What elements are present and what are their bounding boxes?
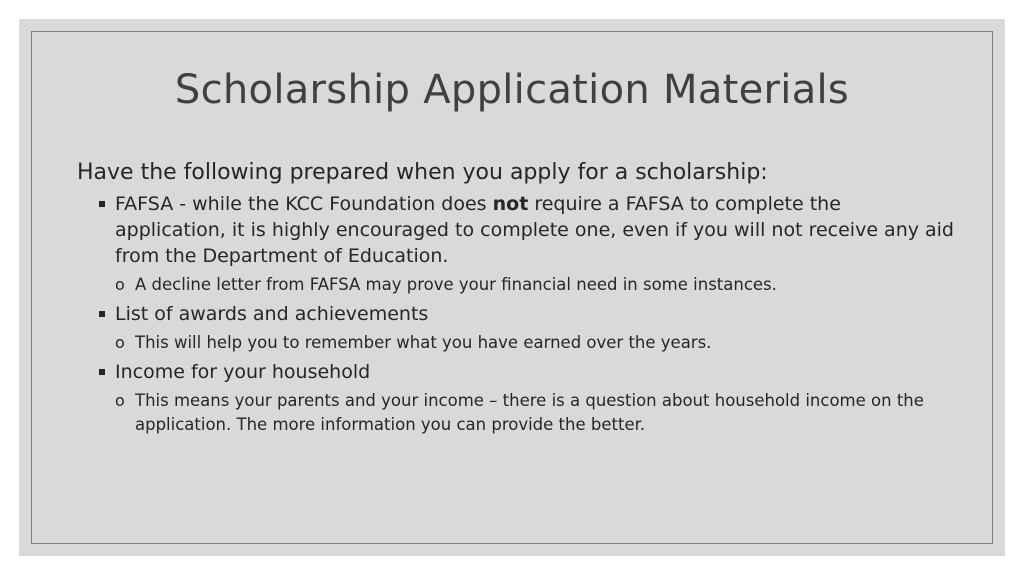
circle-bullet-icon: o (115, 275, 125, 294)
sub-list-item (115, 331, 957, 355)
list-item-text: List of awards and achievements (115, 303, 429, 325)
circle-bullet-icon: o (115, 391, 125, 410)
list-item-text: Income for your household (115, 361, 371, 383)
sub-list-item-text: A decline letter from FAFSA may prove your financial need in some instances. (135, 275, 777, 294)
slide-content (77, 157, 957, 441)
slide-title: Scholarship Application Materials (174, 67, 850, 113)
slide (19, 19, 1005, 556)
list-item-text: FAFSA - while the KCC Foundation does not require a FAFSA to complete the application, it is highly encouraged to complete one, even if you will not receive any aid from the Department of Education. (115, 193, 954, 267)
sub-list (115, 389, 957, 437)
sub-list-item (115, 389, 957, 437)
emphasis-text: not (492, 193, 529, 215)
sub-list (115, 273, 957, 297)
square-bullet-icon (99, 369, 105, 375)
sub-list (115, 331, 957, 355)
square-bullet-icon (99, 311, 105, 317)
list-item (77, 191, 957, 297)
square-bullet-icon (99, 201, 105, 207)
circle-bullet-icon: o (115, 333, 125, 352)
bullet-list (77, 191, 957, 437)
intro-text: Have the following prepared when you apply for a scholarship: (77, 160, 768, 185)
sub-list-item-text: This will help you to remember what you have earned over the years. (135, 333, 712, 352)
sub-list-item (115, 273, 957, 297)
list-item (77, 359, 957, 437)
list-item (77, 301, 957, 355)
sub-list-item-text: This means your parents and your income – there is a question about household income on the application. The more information you can provide the better. (135, 391, 924, 434)
